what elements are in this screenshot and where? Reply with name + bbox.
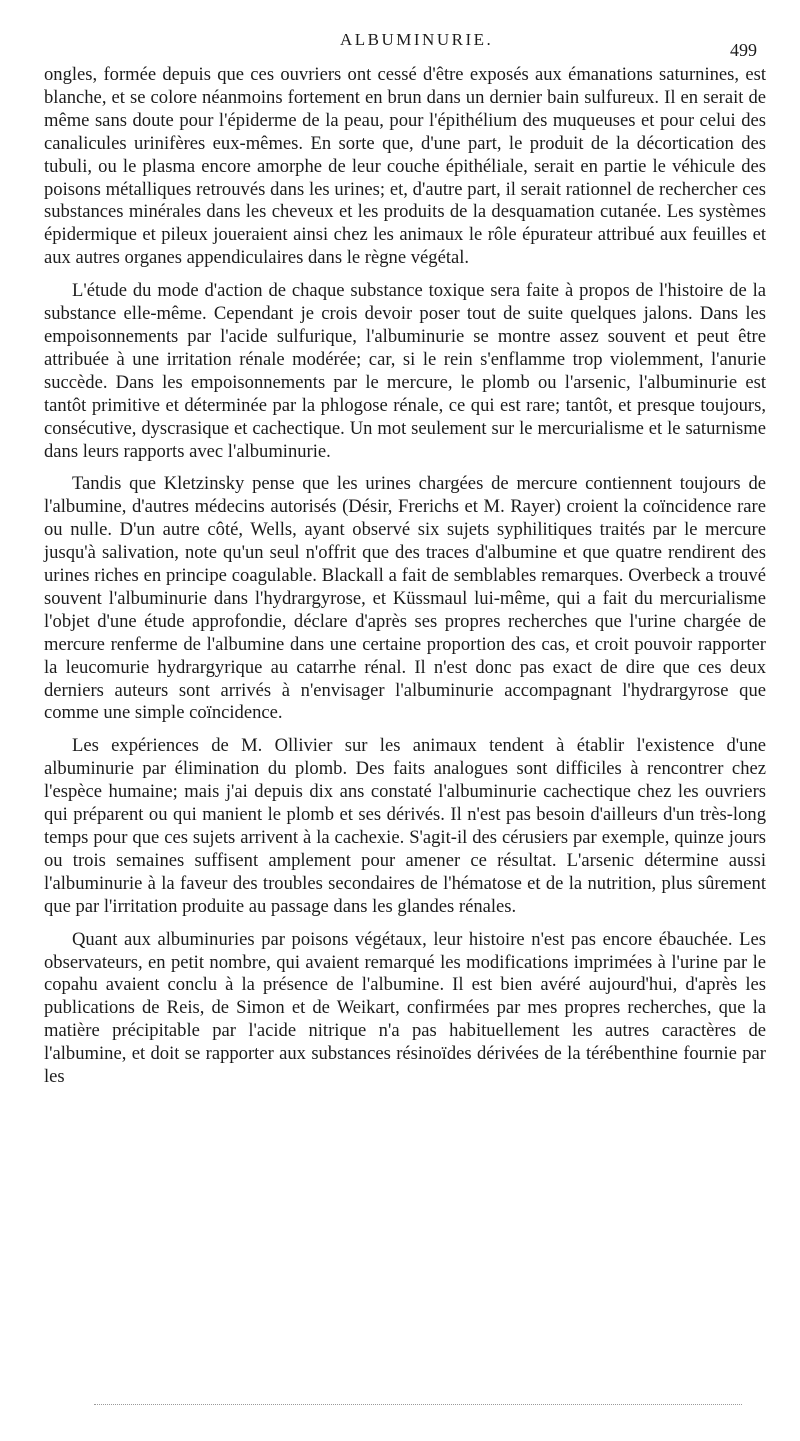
paragraph-vegetable-poisons: Quant aux albuminuries par poisons végétaux, leur histoire n'est pas encore ébauchée. Les observateurs, en petit nombre, qui avaient remarqué les modifications imprimées à l'urine par le copahu avaient conclu à la présence de l'albumine. Il est bien avéré aujourd'hui, d'après les publications de Reis, de Simon et de Weikart, confirmées par mes propres recherches, que la matière précipitable par l'acide nitrique n'a pas habituellement les autres caractères de l'albumine, et doit se rapporter aux substances résinoïdes dérivées de la térébenthine fournie par les bbox=[44, 928, 766, 1088]
paragraph-continuation: ongles, formée depuis que ces ouvriers ont cessé d'être exposés aux émanations saturnines, est blanche, et se colore néanmoins fortement en brun dans un dernier bain sulfureux. Il en serait de même sans doute pour l'épiderme de la peau, pour l'épithélium des muqueuses et pour celui des canalicules urinifères eux-mêmes. En sorte que, d'une part, le produit de la décortication des tubuli, ou le plasma encore amorphe de leur couche épithéliale, serait en partie le véhicule des poisons métalliques retrouvés dans les urines; et, d'autre part, il serait rationnel de rechercher ces substances minérales dans les cheveux et les produits de la desquamation cutanée. Les systèmes épidermique et pileux joueraient ainsi chez les animaux le rôle épurateur attribué aux feuilles et aux autres organes appendiculaires dans le règne végétal. bbox=[44, 64, 766, 269]
body-text bbox=[44, 64, 766, 1089]
paragraph-lead: Les expériences de M. Ollivier sur les animaux tendent à établir l'existence d'une albuminurie par élimination du plomb. Des faits analogues sont difficiles à rencontrer chez l'espèce humaine; mais j'ai depuis dix ans constaté l'albuminurie cachectique chez les ouvriers qui préparent ou qui manient le plomb et ses dérivés. Il n'est pas besoin d'ailleurs d'un très-long temps pour que ces sujets arrivent à la cachexie. S'agit-il des cérusiers par exemple, quinze jours ou trois semaines suffisent amplement pour amener ce résultat. L'arsenic détermine aussi l'albuminurie à la faveur des troubles secondaires de l'hématose et de la nutrition, plus sûrement que par l'irritation produite au passage dans les glandes rénales. bbox=[44, 735, 766, 917]
running-head bbox=[0, 30, 800, 58]
paragraph-toxic-substances: L'étude du mode d'action de chaque substance toxique sera faite à propos de l'histoire de la substance elle-même. Cependant je crois devoir poser tout de suite quelques jalons. Dans les empoisonnements par l'acide sulfurique, l'albuminurie se montre assez souvent et peut être attribuée à une irritation rénale modérée; car, si le rein s'enflamme trop violemment, l'anurie succède. Dans les empoisonnements par le mercure, le plomb ou l'arsenic, l'albuminurie est tantôt primitive et déterminée par la phlogose rénale, ce qui est rare; tantôt, et presque toujours, consécutive, dyscrasique et cachectique. Un mot seulement sur le mercurialisme et le saturnisme dans leurs rapports avec l'albuminurie. bbox=[44, 280, 766, 462]
paragraph-mercury: Tandis que Kletzinsky pense que les urines chargées de mercure contiennent toujours de l'albumine, d'autres médecins autorisés (Désir, Frerichs et M. Rayer) croient la coïncidence rare ou nulle. D'un autre côté, Wells, ayant observé six sujets syphilitiques traités par le mercure jusqu'à salivation, note qu'un seul n'offrit que des traces d'albumine et que quatre rendirent des urines riches en principe coagulable. Blackall a fait de semblables remarques. Overbeck a trouvé souvent l'albuminurie dans l'hydrargyrose, et Küssmaul lui-même, qui a fait du mercurialisme l'objet d'une étude approfondie, déclare d'après ses propres recherches que l'urine chargée de mercure renferme de l'albumine dans une certaine proportion des cas, et croit pouvoir rapporter la leucomurie hydrargyrique au catarrhe rénal. Il n'est donc pas exact de dire que ces deux derniers auteurs sont arrivés à n'envisager l'albuminurie accompagnant l'hydrargyrose que comme une simple coïncidence. bbox=[44, 473, 766, 724]
running-title: ALBUMINURIE. bbox=[340, 30, 494, 49]
footer-rule bbox=[94, 1404, 742, 1405]
page-number: 499 bbox=[730, 40, 757, 60]
